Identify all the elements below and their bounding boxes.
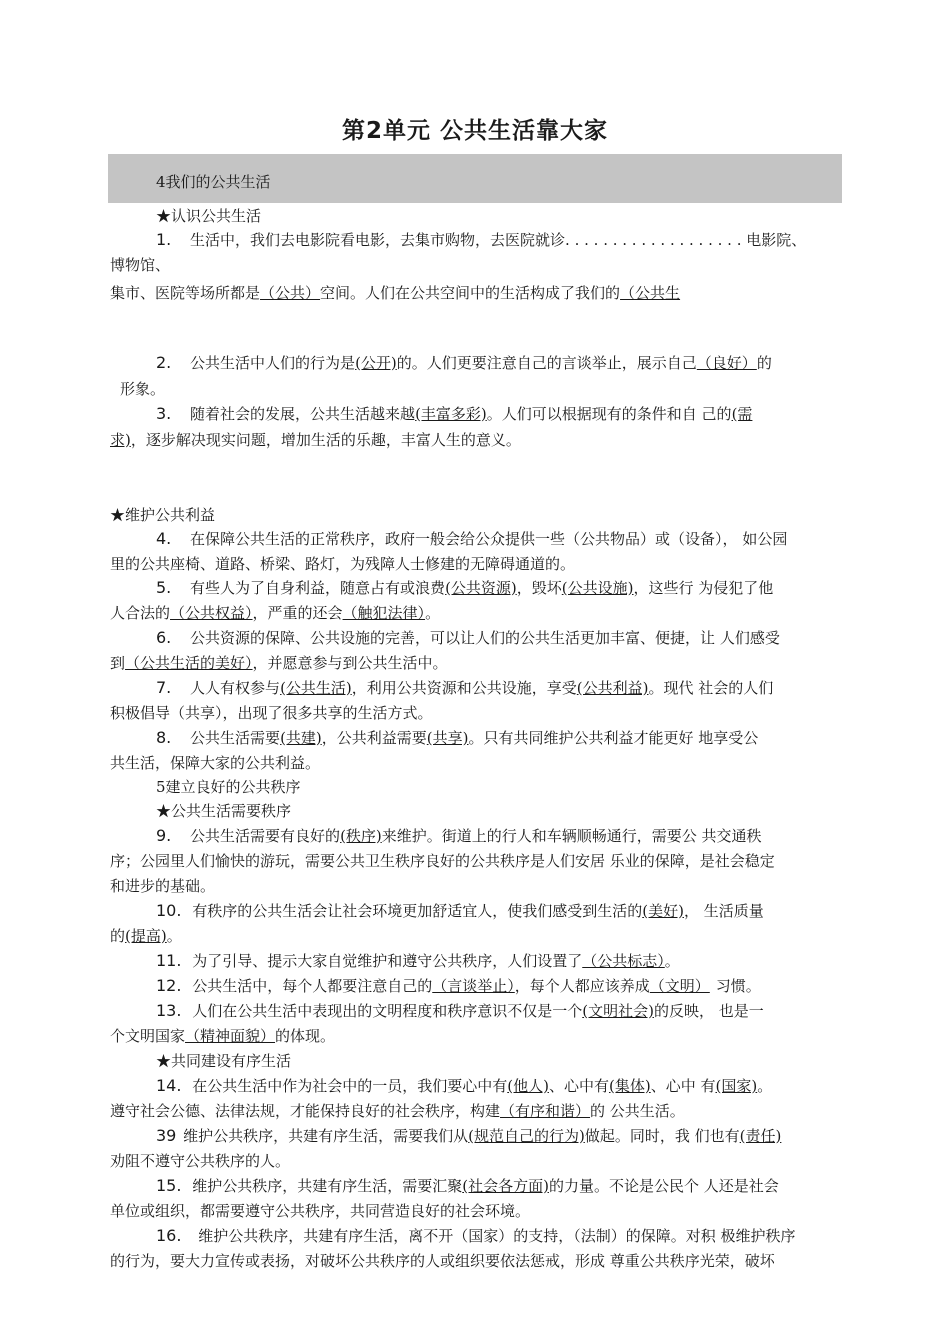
paragraph-7 <box>156 678 773 698</box>
paragraph-13 <box>156 1001 764 1021</box>
text: 、心中有 <box>548 1077 609 1095</box>
paragraph-6 <box>156 628 780 648</box>
answer: (共建) <box>280 729 322 747</box>
answer: （精神面貌） <box>185 1027 276 1045</box>
answer: (集体) <box>608 1077 651 1095</box>
text: 到 <box>110 654 126 672</box>
item-number: 12. <box>156 976 182 995</box>
text: 人合法的 <box>110 604 171 622</box>
item-number: 10. <box>156 901 182 920</box>
text: ，每个人都应该养成 <box>514 977 650 995</box>
answer: (他人) <box>507 1077 549 1095</box>
text: 的力量。不论是公民个 人还是社会 <box>548 1177 779 1195</box>
text: 、心中 有 <box>650 1077 716 1095</box>
text: 空间。人们在公共空间中的生活构成了我们的 <box>320 284 621 302</box>
paragraph-15 <box>156 1176 779 1196</box>
answer: (公共资源) <box>445 579 517 597</box>
paragraph-line <box>110 926 182 946</box>
paragraph-11 <box>156 951 680 971</box>
heading-recognize-public-life: ★认识公共生活 <box>156 207 262 225</box>
text: 。 <box>425 604 441 622</box>
answer: （良好） <box>696 354 757 372</box>
text: 为了引导、提示大家自觉维护和遵守公共秩序，人们设置了 <box>192 952 583 970</box>
item-number: 4. <box>156 529 172 548</box>
text: 公共生活需要有良好的 <box>190 827 341 845</box>
text: 生活中，我们去电影院看电影，去集市购物，去医院就诊. . . . . . . . . . . . . . . . . . . 电影院、 <box>190 231 807 249</box>
answer: （公共权益） <box>170 604 253 622</box>
paragraph-line: 里的公共座椅、道路、桥梁、路灯，为残障人士修建的无障碍通道的。 <box>110 555 576 573</box>
text: 公共生活中人们的行为是 <box>190 354 356 372</box>
answer: (国家) <box>715 1077 758 1095</box>
answer: （公共标志） <box>582 952 665 970</box>
paragraph-line: 积极倡导（共享），出现了很多共享的生活方式。 <box>110 704 433 722</box>
answer: (需 <box>731 405 753 423</box>
text: 。 <box>166 927 182 945</box>
section-banner <box>108 154 842 203</box>
text: 随着社会的发展，公共生活越来越 <box>190 405 416 423</box>
text: ，并愿意参与到公共生活中。 <box>252 654 448 672</box>
text: 做起。同时，我 们也有 <box>584 1127 740 1145</box>
paragraph-line: 劝阻不遵守公共秩序的人。 <box>110 1152 291 1170</box>
answer: (规范自己的行为) <box>468 1127 585 1145</box>
text: 有秩序的公共生活会让社会环境更加舒适宜人，使我们感受到生活的 <box>192 902 643 920</box>
paragraph-9 <box>156 826 762 846</box>
text: ， 生活质量 <box>683 902 764 920</box>
answer: 求) <box>110 431 131 449</box>
item-number: 1. <box>156 230 172 249</box>
item-number: 16. <box>156 1226 182 1245</box>
text: 遵守社会公德、法律法规，才能保持良好的社会秩序，构建 <box>110 1102 501 1120</box>
answer: （触犯法律） <box>342 604 426 622</box>
paragraph-line <box>110 430 521 450</box>
item-number: 39 <box>156 1126 177 1145</box>
text: 的 <box>756 354 772 372</box>
text: 人们在公共生活中表现出的文明程度和秩序意识不仅是一个 <box>192 1002 583 1020</box>
text: 的 <box>110 927 126 945</box>
paragraph-line: 单位或组织，都需要遵守公共秩序，共同营造良好的社会环境。 <box>110 1202 531 1220</box>
answer: （公共） <box>260 284 321 302</box>
paragraph-10 <box>156 901 764 921</box>
text: 有些人为了自身利益，随意占有或浪费 <box>190 579 446 597</box>
paragraph-line <box>110 603 440 623</box>
text: 集市、医院等场所都是 <box>110 284 261 302</box>
item-number: 5. <box>156 578 172 597</box>
text: ，这些行 为侵犯了他 <box>633 579 774 597</box>
paragraph-39 <box>156 1126 781 1146</box>
text: 在保障公共生活的正常秩序，政府一般会给公众提供一些（公共物品）或（设备）， 如公园 <box>190 530 788 548</box>
answer: (社会各方面) <box>462 1177 549 1195</box>
answer: （文明） <box>649 977 710 995</box>
paragraph-12 <box>156 976 761 996</box>
text: 个文明国家 <box>110 1027 186 1045</box>
paragraph-line: 序；公园里人们愉快的游玩，需要公共卫生秩序良好的公共秩序是人们安居 乐业的保障，是社会稳定 <box>110 852 775 870</box>
paragraph-8 <box>156 728 758 748</box>
text: 维护公共秩序，共建有序生活，需要汇聚 <box>192 1177 463 1195</box>
paragraph-line: 共生活，保障大家的公共利益。 <box>110 754 321 772</box>
item-number: 9. <box>156 826 172 845</box>
answer: （公共生活的美好） <box>125 654 253 672</box>
item-number: 3. <box>156 404 172 423</box>
text: 公共生活需要 <box>190 729 281 747</box>
answer: (提高) <box>125 927 167 945</box>
paragraph-line: 博物馆、 <box>110 256 171 274</box>
answer: (责任) <box>739 1127 782 1145</box>
text: 的反映， 也是一 <box>653 1002 764 1020</box>
answer: (美好) <box>642 902 684 920</box>
text: 。现代 社会的人们 <box>648 679 774 697</box>
paragraph-line <box>110 283 680 303</box>
text: 公共资源的保障、公共设施的完善，可以让人们的公共生活更加丰富、便捷，让 人们感受 <box>190 629 780 647</box>
item-number: 8. <box>156 728 172 747</box>
text: ，毁坏 <box>516 579 562 597</box>
heading-build-orderly-life: ★共同建设有序生活 <box>156 1052 292 1070</box>
item-number: 2. <box>156 353 172 372</box>
text: ，逐步解决现实问题，增加生活的乐趣，丰富人生的意义。 <box>130 431 521 449</box>
lesson-heading-5: 5建立良好的公共秩序 <box>156 778 301 796</box>
paragraph-1 <box>156 230 806 250</box>
text: 在公共生活中作为社会中的一员，我们要心中有 <box>192 1077 508 1095</box>
text: ，利用公共资源和公共设施，享受 <box>351 679 577 697</box>
text: 。人们可以根据现有的条件和自 己的 <box>486 405 732 423</box>
text: 的。人们更要注意自己的言谈举止，展示自己 <box>396 354 697 372</box>
text: 维护公共秩序，共建有序生活，需要我们从 <box>183 1127 469 1145</box>
item-number: 6. <box>156 628 172 647</box>
answer: (公共利益) <box>576 679 649 697</box>
answer: （有序和谐） <box>500 1102 591 1120</box>
answer: （公共生 <box>620 284 681 302</box>
paragraph-line <box>110 653 448 673</box>
paragraph-5 <box>156 578 773 598</box>
text: 。只有共同维护公共利益才能更好 地享受公 <box>468 729 759 747</box>
text: 。 <box>757 1077 773 1095</box>
text: 的体现。 <box>275 1027 336 1045</box>
answer: (秩序) <box>340 827 382 845</box>
answer: (文明社会) <box>582 1002 654 1020</box>
page-title: 第2单元 公共生活靠大家 <box>341 118 608 144</box>
paragraph-line: 的行为，要大力宣传或表扬，对破坏公共秩序的人或组织要依法惩戒，形成 尊重公共秩序光荣，破坏 <box>110 1252 775 1270</box>
answer: (公开) <box>355 354 397 372</box>
item-number: 15. <box>156 1176 182 1195</box>
paragraph-line <box>110 1101 685 1121</box>
text: ，严重的还会 <box>252 604 343 622</box>
text: 习惯。 <box>715 977 761 995</box>
item-number: 11. <box>156 951 182 970</box>
item-number: 7. <box>156 678 172 697</box>
answer: (共享) <box>426 729 469 747</box>
text: 维护公共秩序，共建有序生活，离不开（国家）的支持，（法制）的保障。对积 极维护秩序 <box>198 1227 796 1245</box>
paragraph-4 <box>156 529 787 549</box>
item-number: 14. <box>156 1076 182 1095</box>
heading-maintain-public-interest: ★维护公共利益 <box>110 506 216 524</box>
text: 公共生活中，每个人都要注意自己的 <box>192 977 433 995</box>
paragraph-line <box>110 1026 335 1046</box>
text: 人人有权参与 <box>190 679 281 697</box>
heading-order-needed: ★公共生活需要秩序 <box>156 802 292 820</box>
text: ，公共利益需要 <box>321 729 427 747</box>
answer: (公共设施) <box>561 579 634 597</box>
paragraph-line: 形象。 <box>120 380 166 398</box>
text: 来维护。街道上的行人和车辆顺畅通行，需要公 共交通秩 <box>381 827 762 845</box>
paragraph-16 <box>156 1226 796 1246</box>
banner-title: 4我们的公共生活 <box>156 173 271 191</box>
paragraph-14 <box>156 1076 772 1096</box>
item-number: 13. <box>156 1001 182 1020</box>
paragraph-line: 和进步的基础。 <box>110 877 216 895</box>
paragraph-2 <box>156 353 772 373</box>
text: 。 <box>664 952 680 970</box>
text: 的 公共生活。 <box>590 1102 685 1120</box>
answer: (公共生活) <box>280 679 352 697</box>
answer: （言谈举止） <box>432 977 515 995</box>
paragraph-3 <box>156 404 752 424</box>
answer: (丰富多彩) <box>415 405 487 423</box>
